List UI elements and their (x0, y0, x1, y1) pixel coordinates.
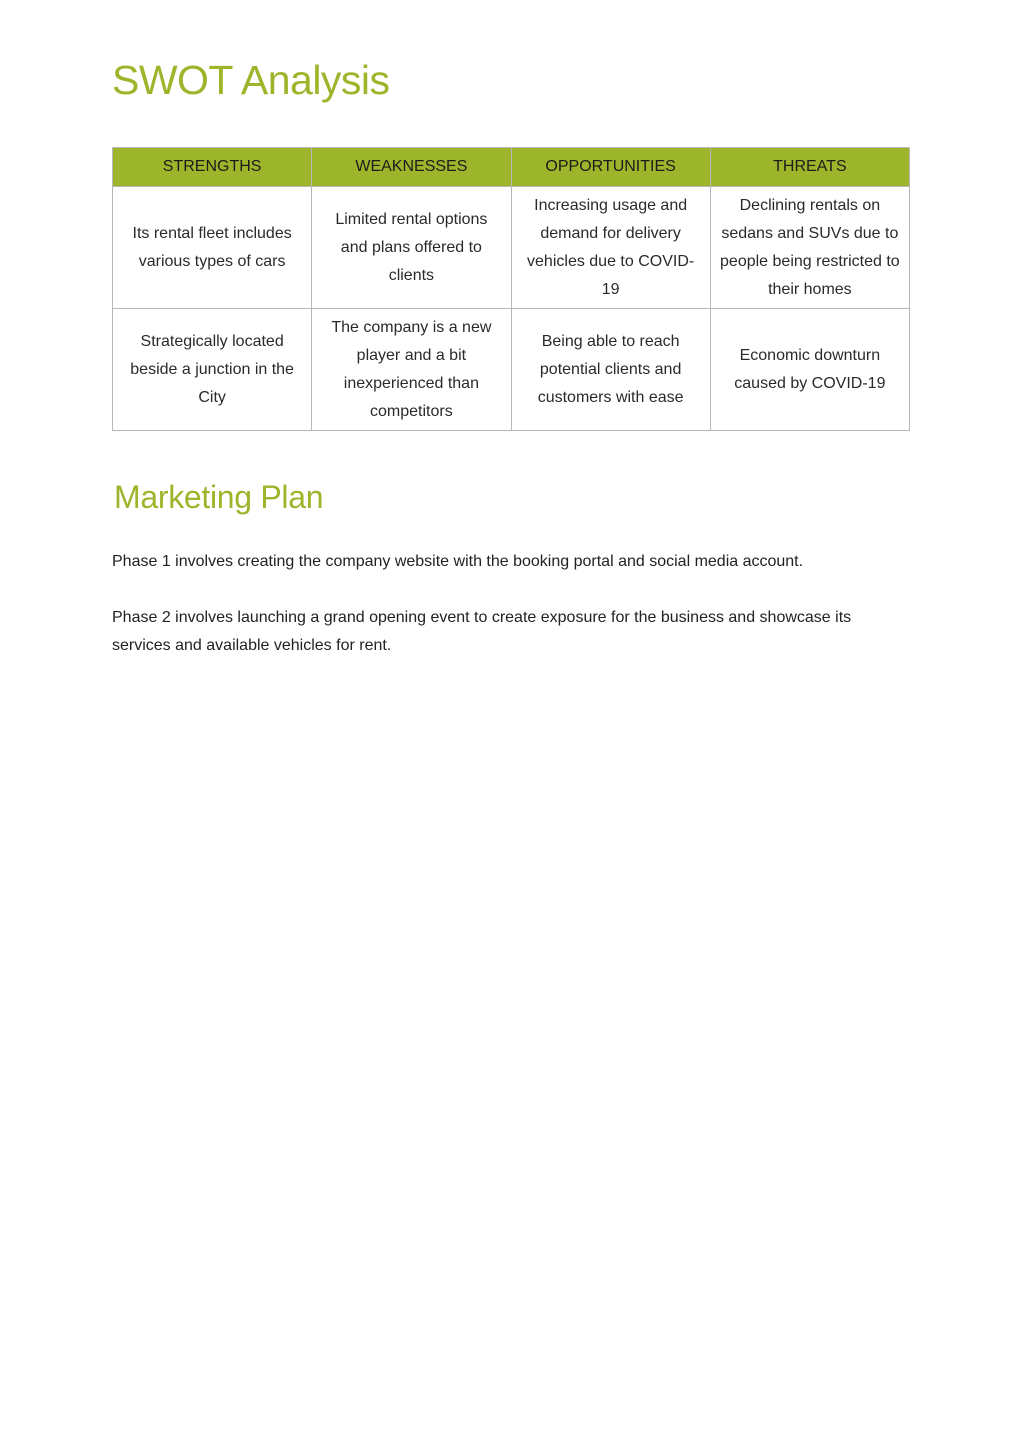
table-cell: The company is a new player and a bit inexperienced than competitors (312, 309, 511, 431)
header-weaknesses: WEAKNESSES (312, 148, 511, 187)
table-cell: Being able to reach potential clients and customers with ease (511, 309, 710, 431)
table-row (113, 309, 910, 431)
table-cell: Increasing usage and demand for delivery vehicles due to COVID-19 (511, 187, 710, 309)
page-title: SWOT Analysis (112, 57, 390, 103)
swot-table (112, 147, 910, 431)
table-row (113, 187, 910, 309)
table-cell: Declining rentals on sedans and SUVs due to people being restricted to their homes (710, 187, 909, 309)
table-cell: Economic downturn caused by COVID-19 (710, 309, 909, 431)
table-cell: Strategically located beside a junction in the City (113, 309, 312, 431)
header-threats: THREATS (710, 148, 909, 187)
header-strengths: STRENGTHS (113, 148, 312, 187)
table-cell: Limited rental options and plans offered to clients (312, 187, 511, 309)
table-cell: Its rental fleet includes various types of cars (113, 187, 312, 309)
marketing-paragraph: Phase 2 involves launching a grand opening event to create exposure for the business and showcase its services and available vehicles for rent. (112, 609, 852, 654)
marketing-plan-heading: Marketing Plan (114, 479, 324, 515)
marketing-paragraph: Phase 1 involves creating the company website with the booking portal and social media account. (112, 553, 804, 570)
table-header-row (113, 148, 910, 187)
header-opportunities: OPPORTUNITIES (511, 148, 710, 187)
